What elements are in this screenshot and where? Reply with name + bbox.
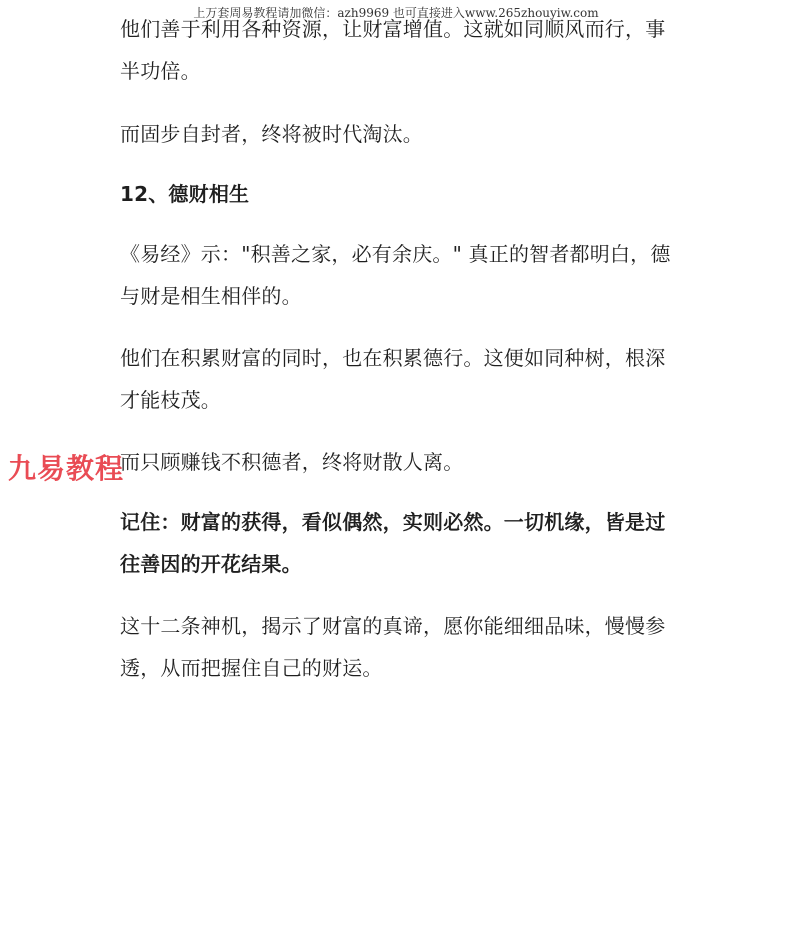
paragraph-remember: 记住：财富的获得，看似偶然，实则必然。一切机缘，皆是过往善因的开花结果。 bbox=[120, 510, 666, 576]
watermark-logo: 九易教程 bbox=[8, 452, 125, 485]
paragraph-eliminated: 而固步自封者，终将被时代淘汰。 bbox=[120, 122, 423, 146]
paragraph-yijing-quote: 《易经》示："积善之家，必有余庆。" 真正的智者都明白，德与财是相生相伴的。 bbox=[120, 242, 671, 308]
section-heading: 12、德财相生 bbox=[120, 182, 250, 206]
paragraph-virtue: 他们在积累财富的同时，也在积累德行。这便如同种树，根深才能枝茂。 bbox=[120, 346, 666, 412]
paragraph-resources: 他们善于利用各种资源，让财富增值。这就如同顺风而行，事半功倍。 bbox=[120, 17, 666, 83]
paragraph-no-virtue: 而只顾赚钱不积德者，终将财散人离。 bbox=[120, 450, 464, 474]
paragraph-conclusion: 这十二条神机，揭示了财富的真谛，愿你能细细品味，慢慢参透，从而把握住自己的财运。 bbox=[120, 614, 666, 680]
top-banner: 上万套周易教程请加微信：azh9969 也可直接进入www.265zhouyiw.com bbox=[193, 6, 599, 20]
